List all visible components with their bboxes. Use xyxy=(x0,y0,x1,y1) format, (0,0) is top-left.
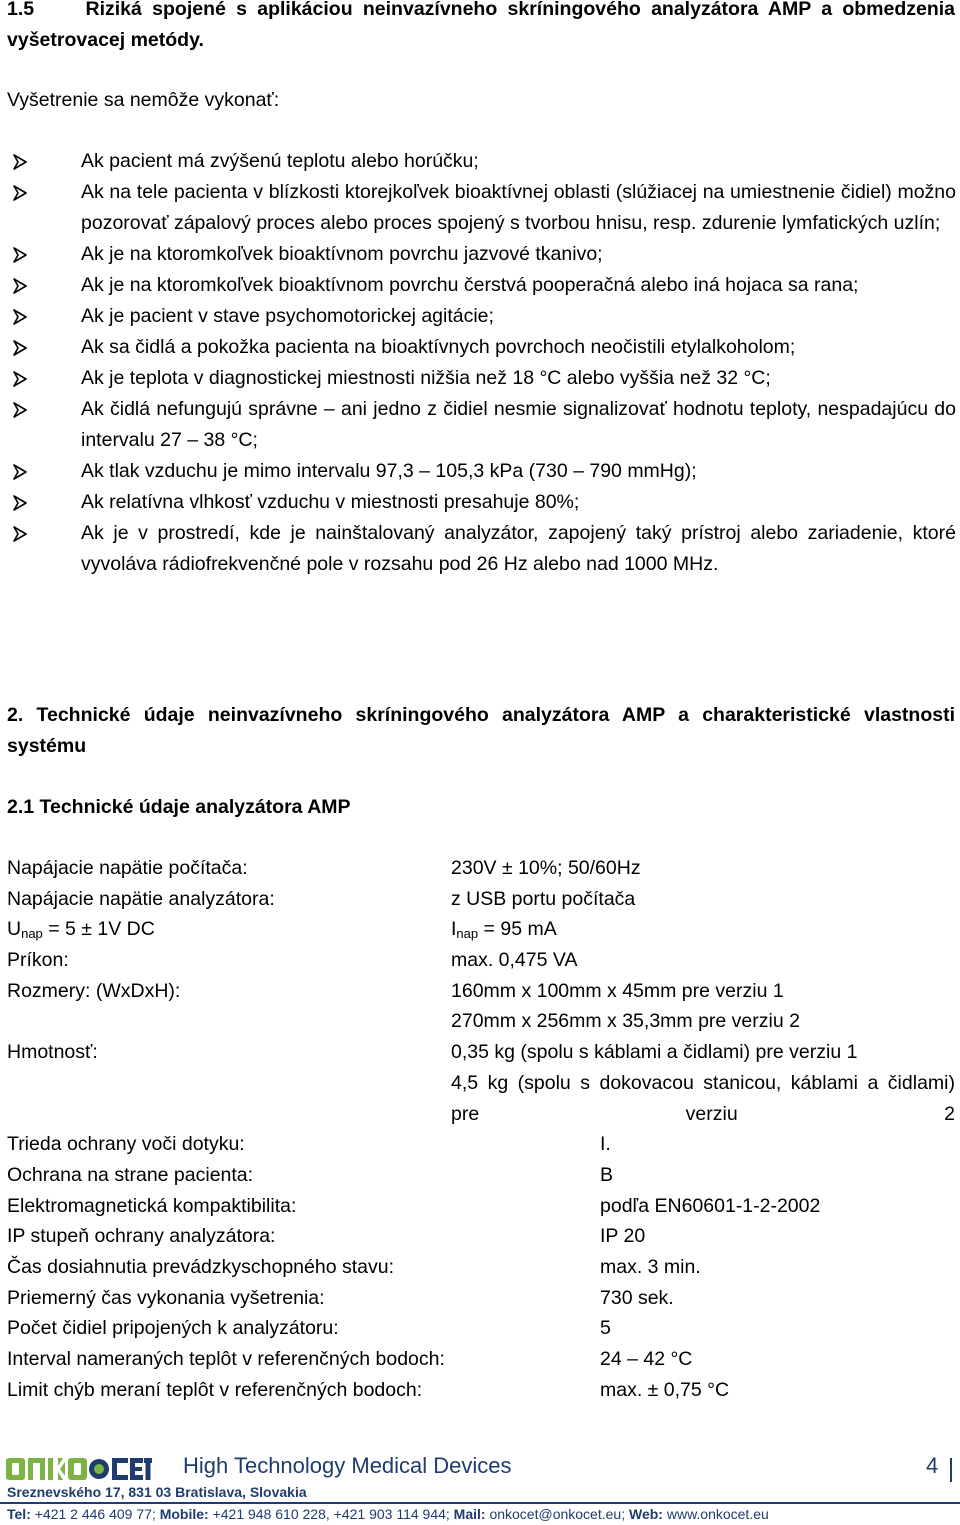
spec-table xyxy=(7,853,957,1405)
spec-value: podľa EN60601-1-2-2002 xyxy=(600,1194,821,1217)
page-number-bar xyxy=(950,1458,952,1482)
spec-label: $U_{nap} = 5 \pm 1V$ DC xyxy=(7,918,155,942)
list-item: Ak je na ktoromkoľvek bioaktívnom povrchu čerstvá pooperačná alebo iná hojaca sa rana; xyxy=(0,270,960,301)
spec-row xyxy=(7,853,957,884)
arrow-bullet-icon xyxy=(12,185,28,201)
arrow-bullet-icon xyxy=(12,309,28,325)
list-item: Ak pacient má zvýšenú teplotu alebo horúčku; xyxy=(0,146,960,177)
arrow-bullet-icon xyxy=(12,371,28,387)
list-item: Ak tlak vzduchu je mimo intervalu 97,3 – 105,3 kPa (730 – 790 mmHg); xyxy=(0,456,960,487)
spec-label: IP stupeň ochrany analyzátora: xyxy=(7,1225,276,1248)
arrow-bullet-icon xyxy=(12,495,28,511)
arrow-bullet-icon xyxy=(12,464,28,480)
page-footer xyxy=(0,1450,960,1525)
arrow-bullet-icon xyxy=(12,402,28,418)
spec-value: 0,35 kg (spolu s káblami a čidlami) pre verziu 1 xyxy=(451,1041,858,1064)
spec-value: B xyxy=(600,1163,614,1186)
spec-label: Limit chýb meraní teplôt v referenčných bodoch: xyxy=(7,1378,423,1401)
spec-row xyxy=(7,1160,957,1191)
arrow-bullet-icon xyxy=(12,526,28,542)
section-title: Technické údaje neinvazívneho skríningového analyzátora AMP a charakteristické vlastnosti systému xyxy=(7,704,955,757)
section-number: 2. xyxy=(7,704,24,726)
spec-row xyxy=(7,1375,957,1406)
spec-row xyxy=(7,976,957,1007)
spec-label: Rozmery: (WxDxH): xyxy=(7,979,181,1002)
spec-value: max. 3 min. xyxy=(600,1255,701,1278)
spec-value: 270mm x 256mm x 35,3mm pre verziu 2 xyxy=(451,1010,800,1033)
spec-value: 4,5 kg (spolu s dokovacou stanicou, káblami a čidlami) pre verziu 2 xyxy=(451,1071,955,1125)
spec-row xyxy=(7,884,957,915)
spec-row xyxy=(7,945,957,976)
spec-label: Ochrana na strane pacienta: xyxy=(7,1163,254,1186)
arrow-bullet-icon xyxy=(12,154,28,170)
list-item: Ak je teplota v diagnostickej miestnosti nižšia než 18 °C alebo vyššia než 32 °C; xyxy=(0,363,960,394)
spec-value: 24 – 42 °C xyxy=(600,1348,693,1371)
section-title: Riziká spojené s aplikáciou neinvazívneho skríningového analyzátora AMP a obmedzenia vyšetrovacej metódy. xyxy=(7,0,956,51)
company-name: High Technology Medical Devices xyxy=(183,1453,512,1478)
spec-row xyxy=(7,914,957,945)
spec-row xyxy=(7,1191,957,1222)
contact-line: Tel: +421 2 446 409 77; Mobile: +421 948 610 228, +421 903 114 944; Mail: onkocet@onkocet.eu; Web: www.onkocet.eu xyxy=(7,1506,769,1522)
spec-row xyxy=(7,1221,957,1252)
spec-row xyxy=(7,1252,957,1283)
onkocet-logo xyxy=(6,1458,152,1480)
spec-value: I. xyxy=(600,1133,611,1156)
spec-value: 160mm x 100mm x 45mm pre verziu 1 xyxy=(451,979,784,1002)
contraindication-list xyxy=(0,146,960,580)
spec-label: Interval nameraných teplôt v referenčných bodoch: xyxy=(7,1348,445,1371)
section-number: 1.5 xyxy=(7,0,35,20)
spec-row xyxy=(7,1037,957,1068)
spec-row xyxy=(7,1313,957,1344)
spec-value: z USB portu počítača xyxy=(451,887,636,910)
list-item: Ak čidlá nefungujú správne – ani jedno z čidiel nesmie signalizovať hodnotu teploty, nespadajúcu do intervalu 27 – 38 °C; xyxy=(0,394,960,456)
list-item: Ak je pacient v stave psychomotorickej agitácie; xyxy=(0,301,960,332)
spec-row xyxy=(7,1283,957,1314)
spec-value: max. ± 0,75 °C xyxy=(600,1378,730,1401)
footer-divider xyxy=(0,1502,960,1504)
arrow-bullet-icon xyxy=(12,340,28,356)
list-item: Ak na tele pacienta v blízkosti ktorejkoľvek bioaktívnej oblasti (slúžiacej na umiestnenie čidiel) možno pozorovať zápalový proces alebo proces spojený s tvorbou hnisu, resp. zdurenie lymfatických uzlín; xyxy=(0,177,960,239)
spec-label: Počet čidiel pripojených k analyzátoru: xyxy=(7,1317,339,1340)
list-item: Ak relatívna vlhkosť vzduchu v miestnosti presahuje 80%; xyxy=(0,487,960,518)
spec-label: Elektromagnetická kompaktibilita: xyxy=(7,1194,297,1217)
spec-label: Čas dosiahnutia prevádzkyschopného stavu: xyxy=(7,1255,394,1278)
spec-value: 230V ± 10%; 50/60Hz xyxy=(451,857,641,879)
spec-value: 730 sek. xyxy=(600,1286,674,1309)
list-item: Ak je na ktoromkoľvek bioaktívnom povrchu jazvové tkanivo; xyxy=(0,239,960,270)
spec-row xyxy=(7,1068,957,1129)
list-item: Ak sa čidlá a pokožka pacienta na bioaktívnych povrchoch neočistili etylalkoholom; xyxy=(0,332,960,363)
spec-label: Napájacie napätie počítača: xyxy=(7,857,248,879)
spec-value: 5 xyxy=(600,1317,611,1340)
subheading: Vyšetrenie sa nemôže vykonať: xyxy=(7,89,280,111)
section-1-5-heading xyxy=(7,0,955,56)
spec-row xyxy=(7,1129,957,1160)
spec-label: Napájacie napätie analyzátora: xyxy=(7,887,275,910)
spec-value: max. 0,475 VA xyxy=(451,949,578,972)
spec-label: Hmotnosť: xyxy=(7,1041,98,1064)
company-address: Sreznevského 17, 831 03 Bratislava, Slovakia xyxy=(7,1484,307,1500)
spec-row xyxy=(7,1006,957,1037)
web-link[interactable]: www.onkocet.eu xyxy=(662,1506,769,1522)
spec-label: Príkon: xyxy=(7,949,69,972)
section-2-heading xyxy=(7,700,955,762)
spec-value: $I_{nap} = 95$ mA xyxy=(451,918,557,942)
email-link[interactable]: onkocet@onkocet.eu; xyxy=(485,1506,629,1522)
spec-label: Priemerný čas vykonania vyšetrenia: xyxy=(7,1286,325,1309)
arrow-bullet-icon xyxy=(12,247,28,263)
list-item: Ak je v prostredí, kde je nainštalovaný analyzátor, zapojený taký prístroj alebo zariadenie, ktoré vyvoláva rádiofrekvenčné pole v rozsahu pod 26 Hz alebo nad 1000 MHz. xyxy=(0,518,960,580)
section-2-1-heading: 2.1 Technické údaje analyzátora AMP xyxy=(7,796,351,818)
page-number: 4 xyxy=(926,1453,939,1478)
spec-row xyxy=(7,1344,957,1375)
arrow-bullet-icon xyxy=(12,278,28,294)
spec-value: IP 20 xyxy=(600,1225,646,1248)
spec-label: Trieda ochrany voči dotyku: xyxy=(7,1133,245,1156)
